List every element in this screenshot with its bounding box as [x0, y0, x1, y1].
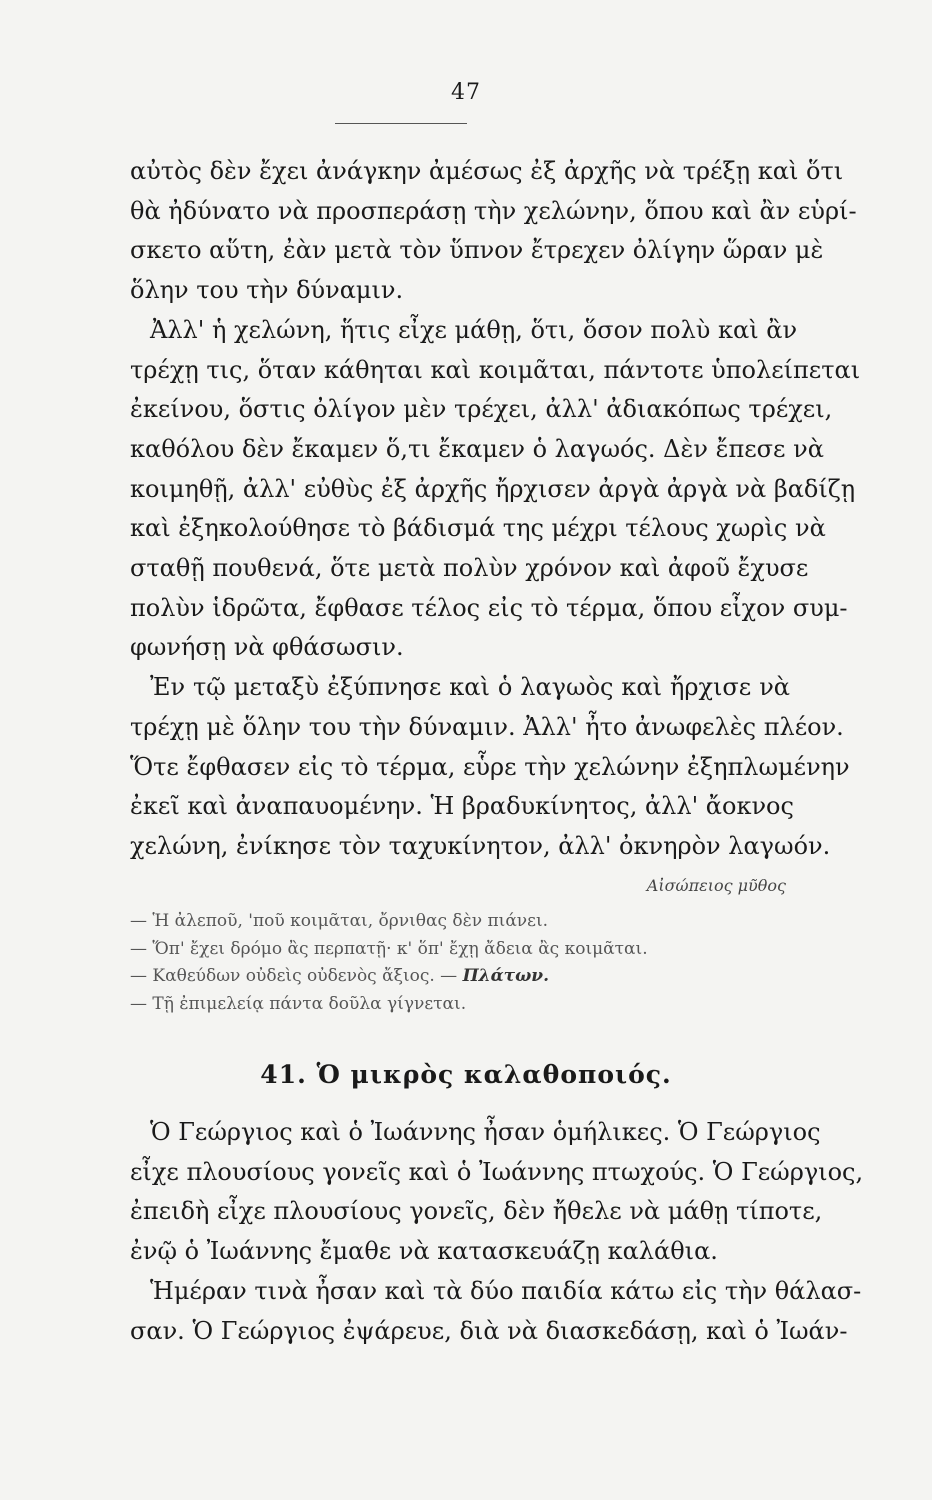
text-line: τρέχῃ τις, ὅταν κάθηται καὶ κοιμᾶται, πάντοτε ὑπολείπεται: [130, 355, 861, 384]
text-line: ἐνῷ ὁ Ἰωάννης ἔμαθε νὰ κατασκευάζῃ καλάθια.: [130, 1237, 718, 1266]
text-line: καθόλου δὲν ἔκαμεν ὅ,τι ἔκαμεν ὁ λαγωός. Δὲν ἔπεσε νὰ: [130, 434, 824, 463]
text-line: Ἡμέραν τινὰ ἦσαν καὶ τὰ δύο παιδία κάτω εἰς τὴν θάλασ-: [150, 1276, 862, 1305]
proverb-line: [130, 963, 790, 991]
text-line: ἐκεῖ καὶ ἀναπαυομένην. Ἡ βραδυκίνητος, ἀλλ' ἄοκνος: [130, 792, 794, 821]
proverb-author: Πλάτων.: [462, 966, 549, 986]
proverb-text: — Ὅπ' ἔχει δρόμο ἂς περπατῇ· κ' ὅπ' ἔχῃ ἄδεια ἂς κοιμᾶται.: [130, 938, 648, 959]
proverbs-list: [130, 908, 790, 1018]
text-line: θὰ ἠδύνατο νὰ προσπεράσῃ τὴν χελώνην, ὅπου καὶ ἂν εὑρί-: [130, 196, 857, 225]
section-title: 41. Ὁ μικρὸς καλαθοποιός.: [260, 1060, 672, 1089]
proverb-line: [130, 936, 790, 964]
page-number: 47: [451, 80, 481, 105]
text-line: Ὅτε ἔφθασεν εἰς τὸ τέρμα, εὗρε τὴν χελώνην ἐξηπλωμένην: [130, 752, 850, 781]
text-line: κοιμηθῇ, ἀλλ' εὐθὺς ἐξ ἀρχῆς ἤρχισεν ἀργὰ ἀργὰ νὰ βαδίζῃ: [130, 474, 856, 503]
text-line: ἐπειδὴ εἶχε πλουσίους γονεῖς, δὲν ἤθελε νὰ μάθῃ τίποτε,: [130, 1197, 823, 1226]
proverb-text: — Ἡ ἀλεποῦ, 'ποῦ κοιμᾶται, ὄρνιθας δὲν πιάνει.: [130, 911, 549, 931]
proverb-line: [130, 908, 790, 936]
proverb-text: — Τῇ ἐπιμελείᾳ πάντα δοῦλα γίγνεται.: [130, 993, 467, 1014]
text-line: Ὁ Γεώργιος καὶ ὁ Ἰωάννης ἦσαν ὁμήλικες. Ὁ Γεώργιος: [150, 1118, 821, 1146]
fable-text: [130, 152, 861, 867]
story-text: [130, 1113, 864, 1351]
header-rule: [335, 123, 467, 124]
text-line: φωνήσῃ νὰ φθάσωσιν.: [130, 633, 404, 662]
text-line: χελώνη, ἐνίκησε τὸν ταχυκίνητον, ἀλλ' ὀκνηρὸν λαγωόν.: [130, 831, 831, 860]
text-line: εἶχε πλουσίους γονεῖς καὶ ὁ Ἰωάννης πτωχούς. Ὁ Γεώργιος,: [130, 1157, 864, 1186]
text-line: σαν. Ὁ Γεώργιος ἐψάρευε, διὰ νὰ διασκεδάσῃ, καὶ ὁ Ἰωάν-: [130, 1316, 848, 1345]
text-line: Ἀλλ' ἡ χελώνη, ἥτις εἶχε μάθῃ, ὅτι, ὅσον πολὺ καὶ ἂν: [150, 315, 798, 344]
proverb-line: [130, 991, 790, 1019]
text-line: τρέχῃ μὲ ὅλην του τὴν δύναμιν. Ἀλλ' ἦτο ἀνωφελὲς πλέον.: [130, 712, 844, 741]
proverb-text: — Καθεύδων οὐδεὶς οὐδενὸς ἄξιος. —: [130, 966, 463, 986]
text-line: Ἐν τῷ μεταξὺ ἐξύπνησε καὶ ὁ λαγωὸς καὶ ἤρχισε νὰ: [150, 673, 790, 702]
text-line: σταθῇ πουθενά, ὅτε μετὰ πολὺν χρόνον καὶ ἀφοῦ ἔχυσε: [130, 554, 809, 583]
text-line: καὶ ἐξηκολούθησε τὸ βάδισμά της μέχρι τέλους χωρὶς νὰ: [130, 514, 826, 543]
fable-attribution: Αἰσώπειος μῦθος: [646, 876, 786, 895]
text-line: αὐτὸς δὲν ἔχει ἀνάγκην ἀμέσως ἐξ ἀρχῆς νὰ τρέξῃ καὶ ὅτι: [130, 157, 844, 185]
text-line: ὅλην του τὴν δύναμιν.: [130, 276, 404, 305]
text-line: πολὺν ἱδρῶτα, ἔφθασε τέλος εἰς τὸ τέρμα, ὅπου εἶχον συμ-: [130, 593, 848, 622]
text-line: σκετο αὕτη, ἐὰν μετὰ τὸν ὕπνον ἔτρεχεν ὀλίγην ὥραν μὲ: [130, 236, 824, 265]
text-line: ἐκείνου, ὅστις ὀλίγον μὲν τρέχει, ἀλλ' ἀδιακόπως τρέχει,: [130, 395, 833, 424]
